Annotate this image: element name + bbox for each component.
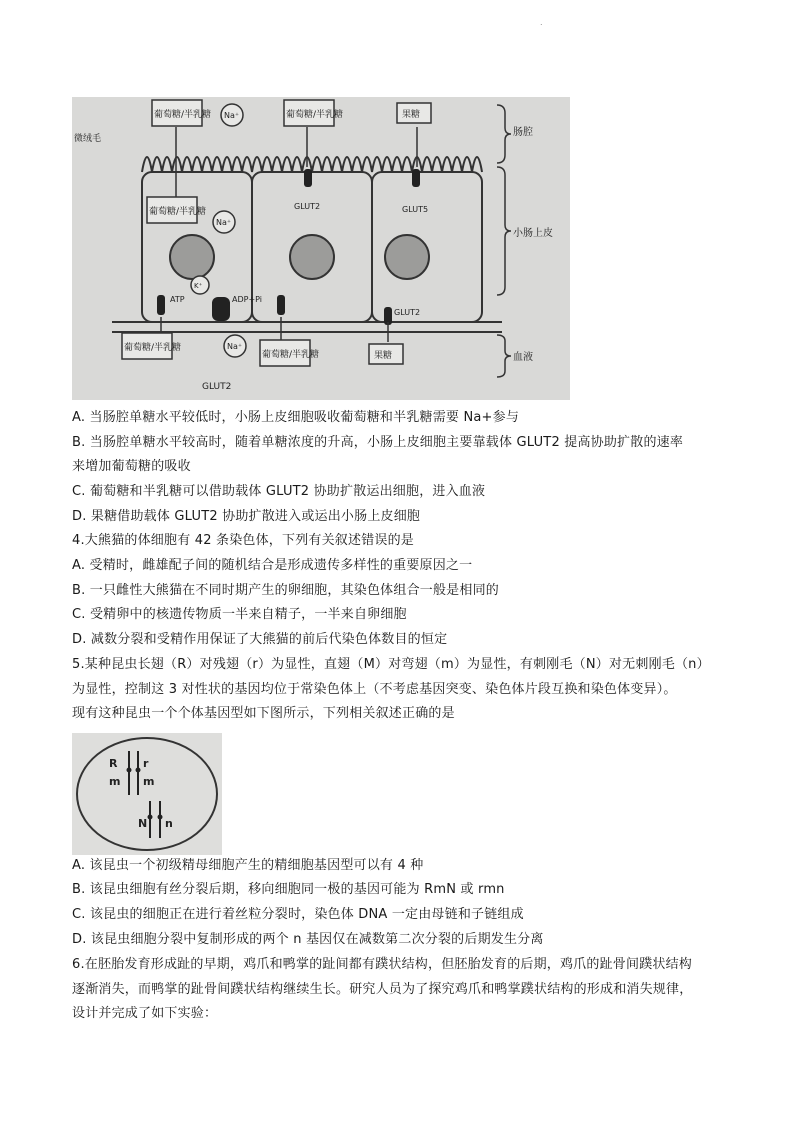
- q3-option-d: D. 果糖借助载体 GLUT2 协助扩散进入或运出小肠上皮细胞: [72, 509, 421, 524]
- label-epithelium: 小肠上皮: [513, 228, 553, 239]
- q5-option-b: B. 该昆虫细胞有丝分裂后期，移向细胞同一极的基因可能为 RmN 或 rmn: [72, 882, 505, 897]
- q5-stem-line1: 5.某种昆虫长翅（R）对残翅（r）为显性，直翅（M）对弯翅（m）为显性，有刺刚毛（N）对无刺刚毛（n）: [72, 657, 710, 672]
- label-glu-gal-bottom1: 葡萄糖/半乳糖: [124, 343, 182, 353]
- label-glu-gal-bottom2: 葡萄糖/半乳糖: [262, 350, 320, 360]
- label-na-mid: Na⁺: [216, 218, 232, 227]
- q6-line1: 6.在胚胎发育形成趾的早期，鸡爪和鸭掌的趾间都有蹼状结构，但胚胎发育的后期，鸡爪的趾骨间蹼状结构: [72, 957, 693, 972]
- gene-label-m2: m: [143, 775, 155, 788]
- q3-option-c: C. 葡萄糖和半乳糖可以借助载体 GLUT2 协助扩散运出细胞，进入血液: [72, 484, 486, 499]
- q4-stem: 4.大熊猫的体细胞有 42 条染色体，下列有关叙述错误的是: [72, 533, 415, 548]
- label-na-top: Na⁺: [224, 111, 240, 120]
- q5-option-d: D. 该昆虫细胞分裂中复制形成的两个 n 基因仅在减数第二次分裂的后期发生分离: [72, 932, 544, 947]
- label-glu-gal-top1: 葡萄糖/半乳糖: [154, 110, 212, 120]
- label-blood: 血液: [513, 352, 533, 363]
- q3-option-a: A. 当肠腔单糖水平较低时，小肠上皮细胞吸收葡萄糖和半乳糖需要 Na+参与: [72, 410, 520, 425]
- label-glut2-bottom: GLUT2: [202, 382, 232, 392]
- q6-line3: 设计并完成了如下实验：: [72, 1006, 218, 1021]
- label-glut2-lower: GLUT2: [394, 308, 421, 317]
- label-microvilli: 微绒毛: [74, 134, 102, 144]
- gene-label-r: r: [143, 757, 149, 770]
- gene-label-n: n: [165, 817, 173, 830]
- q4-option-a: A. 受精时，雌雄配子间的随机结合是形成遗传多样性的重要原因之一: [72, 558, 473, 573]
- q5-option-a: A. 该昆虫一个初级精母细胞产生的精细胞基因型可以有 4 种: [72, 858, 424, 873]
- label-adp: ADP+Pi: [232, 295, 263, 304]
- label-glu-gal-top2: 葡萄糖/半乳糖: [286, 110, 344, 120]
- q5-option-c: C. 该昆虫的细胞正在进行着丝粒分裂时，染色体 DNA 一定由母链和子链组成: [72, 907, 524, 922]
- intestine-transport-figure: [72, 97, 570, 400]
- q4-option-b: B. 一只雌性大熊猫在不同时期产生的卵细胞，其染色体组合一般是相同的: [72, 583, 499, 598]
- label-lumen: 肠腔: [513, 127, 533, 138]
- q5-stem-line2: 为显性，控制这 3 对性状的基因均位于常染色体上（不考虑基因突变、染色体片段互换和染色体变异）。: [72, 682, 677, 697]
- gene-label-R: R: [109, 757, 118, 770]
- q4-option-c: C. 受精卵中的核遗传物质一半来自精子，一半来自卵细胞: [72, 607, 407, 622]
- page-mark: .: [540, 18, 543, 27]
- label-atp: ATP: [170, 295, 185, 304]
- label-glut5: GLUT5: [402, 205, 429, 214]
- label-fructose-bottom: 果糖: [374, 351, 393, 361]
- gene-label-m1: m: [109, 775, 121, 788]
- label-glu-gal-mid: 葡萄糖/半乳糖: [149, 207, 207, 217]
- label-k: K⁺: [194, 282, 203, 290]
- q3-option-b-line1: B. 当肠腔单糖水平较高时，随着单糖浓度的升高，小肠上皮细胞主要靠载体 GLUT2 提高协助扩散的速率: [72, 435, 684, 450]
- q3-option-b-line2: 来增加葡萄糖的吸收: [72, 459, 191, 474]
- chromosome-cell-figure: [72, 733, 222, 855]
- label-fructose-top: 果糖: [402, 110, 421, 120]
- label-na-bottom: Na⁺: [227, 342, 243, 351]
- q6-line2: 逐渐消失，而鸭掌的趾骨间蹼状结构继续生长。研究人员为了探究鸡爪和鸭掌蹼状结构的形成和消失规律，: [72, 982, 693, 997]
- q4-option-d: D. 减数分裂和受精作用保证了大熊猫的前后代染色体数目的恒定: [72, 632, 448, 647]
- gene-label-N: N: [138, 817, 148, 830]
- label-glut2-mid: GLUT2: [294, 202, 321, 211]
- q5-stem-line3: 现有这种昆虫一个个体基因型如下图所示，下列相关叙述正确的是: [72, 706, 455, 721]
